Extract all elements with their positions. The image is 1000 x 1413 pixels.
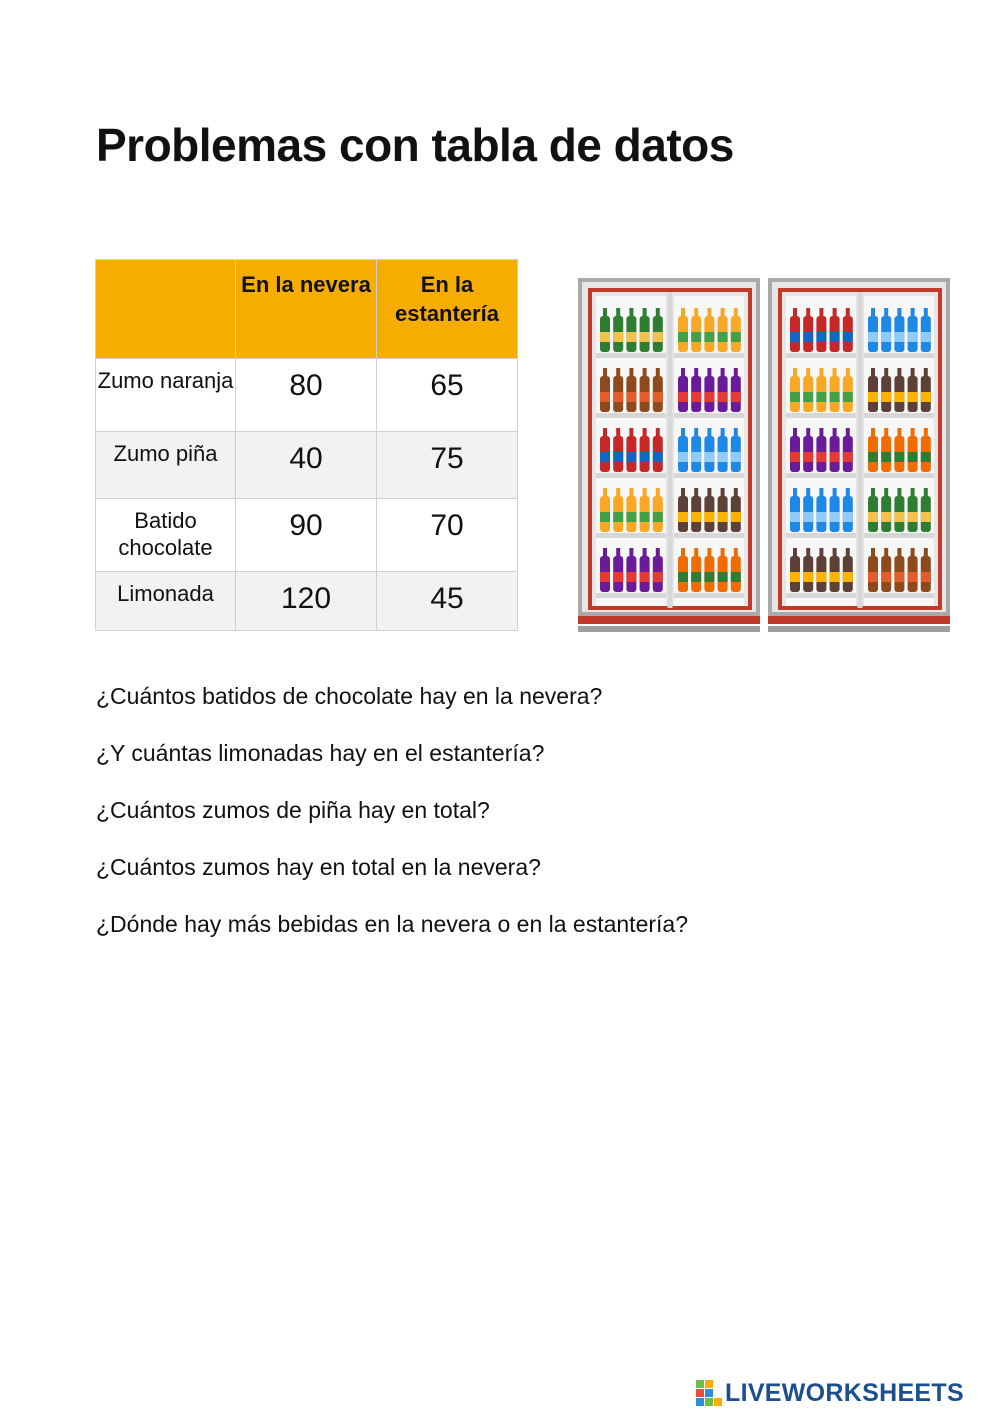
row-label: Limonada xyxy=(96,572,236,631)
cell-nevera: 90 xyxy=(236,499,377,572)
row-label: Zumo naranja xyxy=(96,359,236,432)
table-row xyxy=(96,359,518,432)
table-header-nevera: En la nevera xyxy=(236,260,377,359)
cell-nevera: 80 xyxy=(236,359,377,432)
liveworksheets-logo xyxy=(696,1378,964,1408)
table-header-estanteria: En la estantería xyxy=(377,260,518,359)
cell-estanteria: 45 xyxy=(377,572,518,631)
table-header-row xyxy=(96,260,518,359)
question-1: ¿Cuántos batidos de chocolate hay en la nevera? xyxy=(96,683,603,709)
brand-name: LIVEWORKSHEETS xyxy=(725,1378,964,1407)
logo-blocks-icon xyxy=(696,1380,722,1406)
table-row xyxy=(96,499,518,572)
cell-estanteria: 75 xyxy=(377,432,518,499)
question-3: ¿Cuántos zumos de piña hay en total? xyxy=(96,797,490,823)
row-label: Zumo piña xyxy=(96,432,236,499)
table-row xyxy=(96,432,518,499)
table-row xyxy=(96,572,518,631)
cell-estanteria: 65 xyxy=(377,359,518,432)
table-header-empty xyxy=(96,260,236,359)
data-table xyxy=(95,259,518,631)
row-label: Batido chocolate xyxy=(96,499,236,572)
page-title: Problemas con tabla de datos xyxy=(96,119,734,171)
cell-estanteria: 70 xyxy=(377,499,518,572)
question-5: ¿Dónde hay más bebidas en la nevera o en la estantería? xyxy=(96,911,688,937)
cell-nevera: 120 xyxy=(236,572,377,631)
cell-nevera: 40 xyxy=(236,432,377,499)
question-4: ¿Cuántos zumos hay en total en la nevera? xyxy=(96,854,541,880)
drinks-fridge-icon xyxy=(578,278,952,638)
question-list xyxy=(96,680,688,965)
question-2: ¿Y cuántas limonadas hay en el estantería? xyxy=(96,740,545,766)
